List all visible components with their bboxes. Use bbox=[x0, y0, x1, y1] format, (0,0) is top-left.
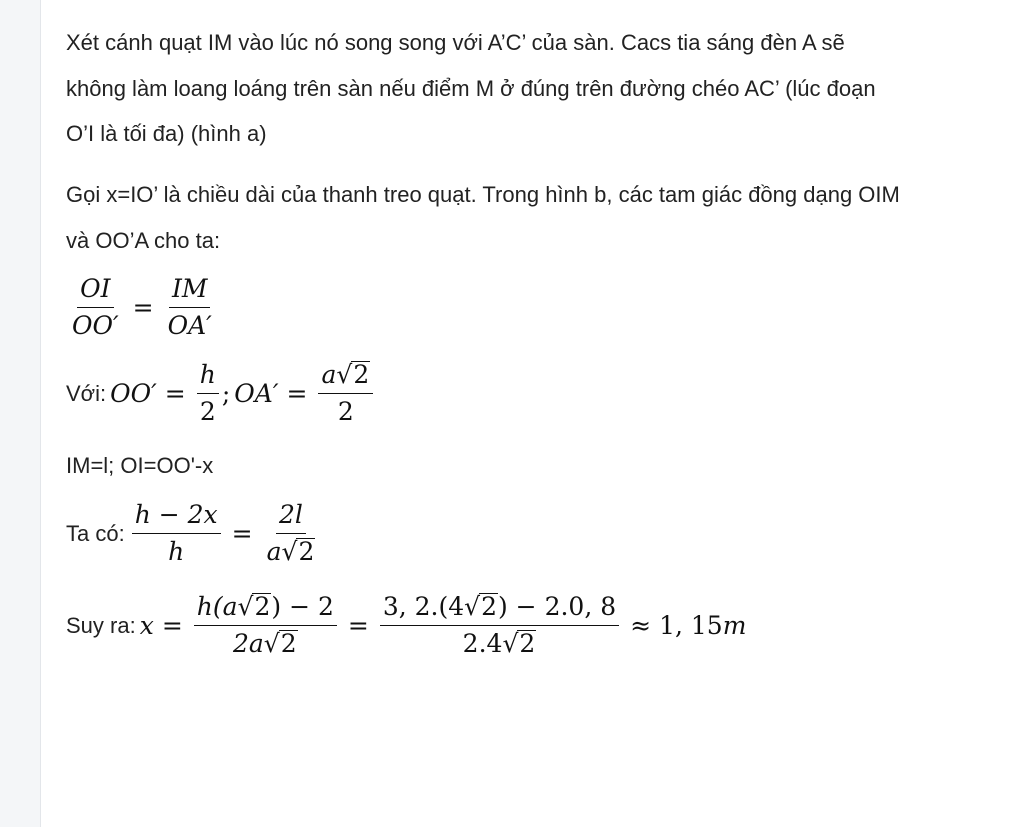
fraction-numerator bbox=[194, 592, 337, 626]
fraction-denominator: 2 bbox=[199, 397, 216, 426]
separator: ; bbox=[221, 379, 231, 408]
equation-prefix: Suy ra: bbox=[66, 612, 136, 638]
fraction-symbolic bbox=[194, 592, 337, 659]
paragraph-1-line-2: không làm loang loáng trên sàn nếu điểm M ở đúng trên đường chéo AC’ (lúc đoạn bbox=[66, 76, 876, 101]
sqrt-icon: √2 bbox=[336, 360, 370, 389]
sqrt-icon: √2 bbox=[237, 592, 271, 621]
radicand: 2 bbox=[280, 629, 297, 658]
equals-sign: = bbox=[347, 611, 369, 640]
sqrt-icon: √2 bbox=[464, 592, 497, 621]
sqrt-icon: √2 bbox=[502, 629, 536, 658]
fraction-denominator: h bbox=[168, 537, 185, 566]
math-term: ) − 2.0, 8 bbox=[497, 592, 617, 621]
fraction-denominator: OO′ bbox=[72, 311, 119, 340]
fraction-numerator: h bbox=[197, 360, 219, 394]
math-term: a bbox=[321, 360, 337, 389]
result-value: 1, 15 bbox=[659, 611, 723, 640]
fraction-numeric bbox=[380, 592, 619, 659]
paragraph-1-line-1: Xét cánh quạt IM vào lúc nó song song với A’C’ của sàn. Cacs tia sáng đèn A sẽ bbox=[66, 30, 845, 55]
equals-sign: = bbox=[132, 293, 154, 322]
equals-sign: = bbox=[286, 379, 308, 408]
fraction-a-sqrt2-over-2 bbox=[318, 360, 373, 427]
radicand: 2 bbox=[254, 592, 271, 621]
fraction-im-oa bbox=[165, 274, 215, 341]
fraction-numerator: IM bbox=[169, 274, 210, 308]
fraction-denominator bbox=[230, 626, 301, 659]
equation-with bbox=[66, 360, 376, 427]
radicand: 2 bbox=[353, 360, 370, 389]
fraction-denominator bbox=[460, 626, 540, 659]
fraction-denominator bbox=[264, 534, 319, 567]
paragraph-1-line-3: O’I là tối đa) (hình a) bbox=[66, 121, 267, 146]
equals-sign: = bbox=[231, 519, 253, 548]
math-term: OO′ bbox=[110, 379, 157, 408]
equation-ratio bbox=[66, 274, 218, 341]
equals-sign: = bbox=[164, 379, 186, 408]
sqrt-icon: √2 bbox=[281, 537, 315, 566]
equation-suy-ra bbox=[66, 592, 746, 659]
equation-ta-co bbox=[66, 500, 321, 567]
fraction-2l-over-a-sqrt2 bbox=[264, 500, 319, 567]
equals-sign: = bbox=[161, 611, 183, 640]
math-term: OA′ bbox=[234, 379, 279, 408]
radicand: 2 bbox=[481, 592, 497, 621]
equation-im-oi: IM=l; OI=OO'-x bbox=[66, 453, 214, 478]
paragraph-2-line-1: Gọi x=IO’ là chiều dài của thanh treo quạt. Trong hình b, các tam giác đồng dạng OIM bbox=[66, 182, 900, 207]
fraction-h-minus-2x-over-h bbox=[132, 500, 221, 567]
fraction-numerator bbox=[318, 360, 373, 394]
fraction-numerator: h − 2x bbox=[132, 500, 221, 534]
fraction-denominator: OA′ bbox=[167, 311, 212, 340]
fraction-numerator: OI bbox=[77, 274, 113, 308]
math-term: a bbox=[266, 537, 282, 566]
radicand: 2 bbox=[298, 537, 315, 566]
math-term: ) − 2 bbox=[271, 592, 334, 621]
fraction-h-2 bbox=[197, 360, 219, 427]
fraction-numerator: 2l bbox=[276, 500, 306, 534]
equation-prefix: Ta có: bbox=[66, 520, 125, 546]
fraction-numerator bbox=[380, 592, 619, 626]
sqrt-icon: √2 bbox=[263, 629, 297, 658]
radicand: 2 bbox=[519, 629, 536, 658]
math-term: x bbox=[139, 611, 154, 640]
paragraph-2-line-2: và OO’A cho ta: bbox=[66, 228, 221, 253]
fraction-oi-oo bbox=[69, 274, 122, 341]
math-term: 2.4 bbox=[462, 629, 503, 658]
result-unit: m bbox=[722, 611, 747, 640]
equation-prefix: Với: bbox=[66, 380, 107, 406]
math-term: 3, 2.(4 bbox=[382, 592, 465, 621]
math-term: h(a bbox=[196, 592, 238, 621]
fraction-denominator: 2 bbox=[337, 397, 354, 426]
math-term: 2a bbox=[232, 629, 264, 658]
approx-sign: ≈ bbox=[630, 611, 652, 640]
